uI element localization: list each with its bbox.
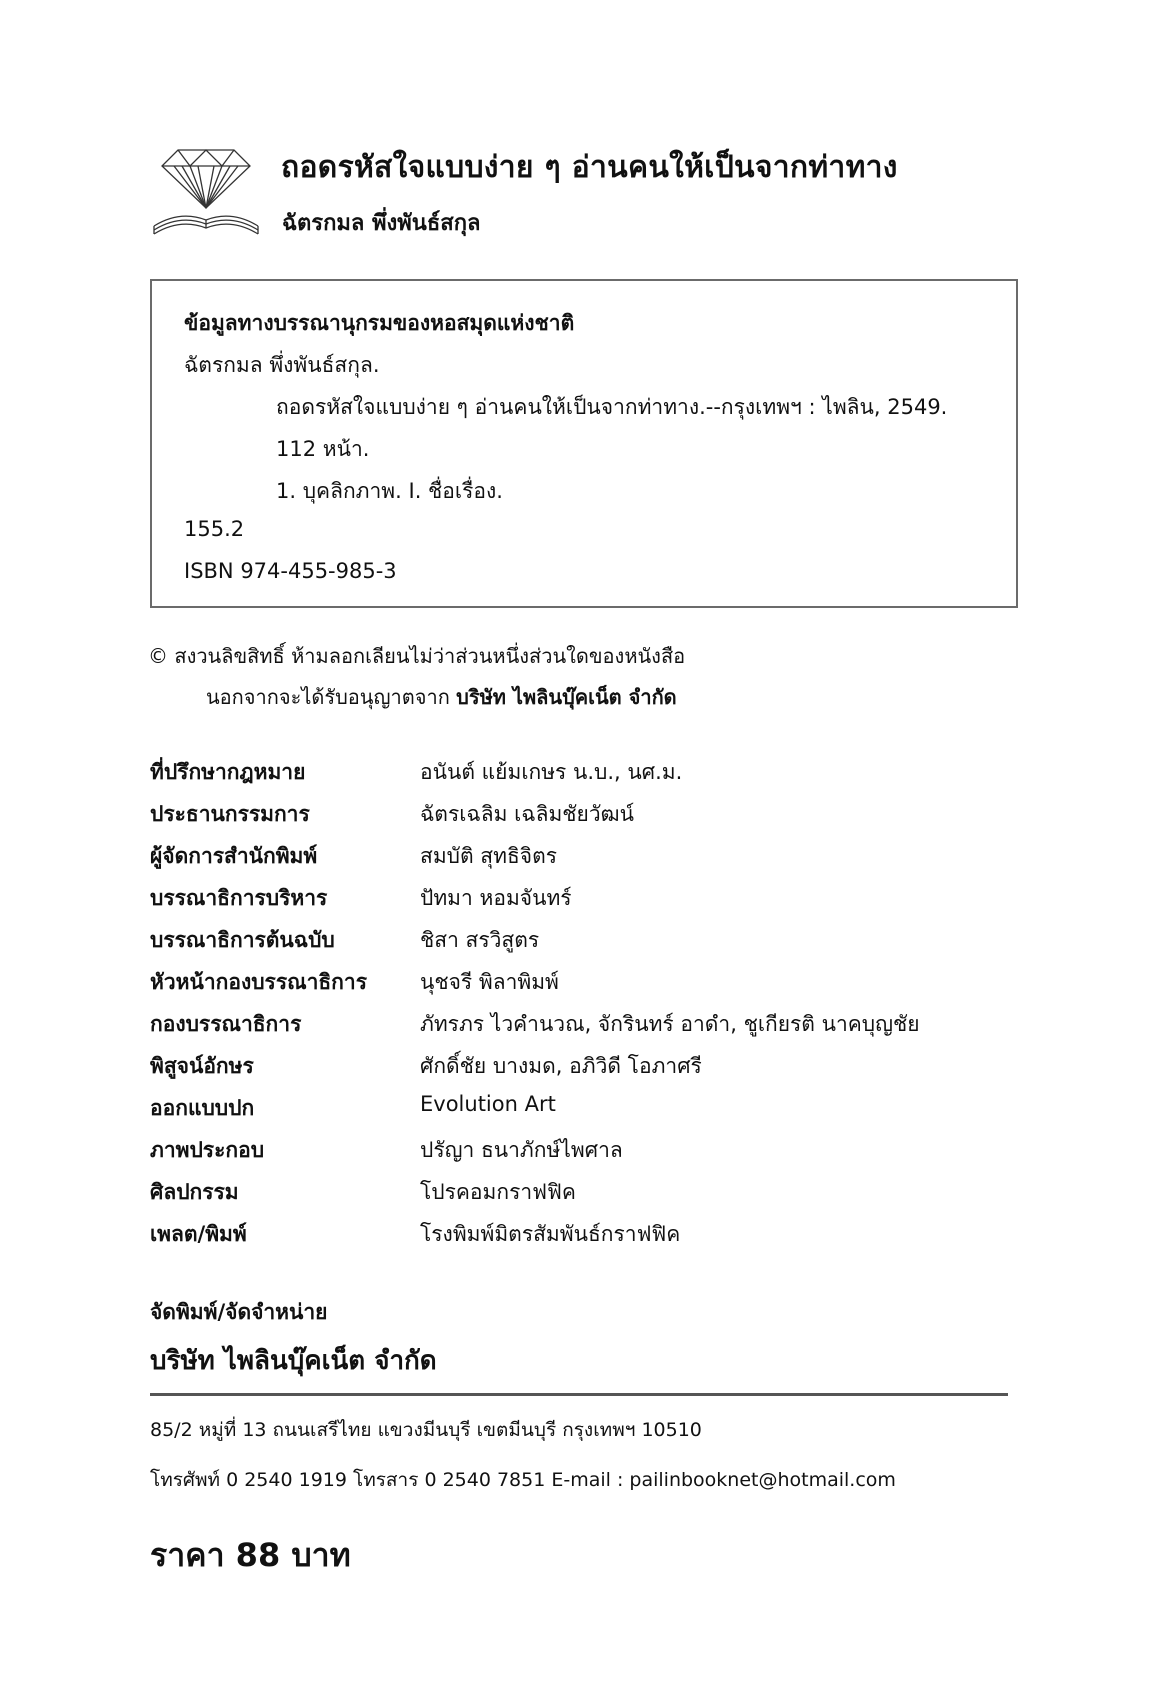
copyright-permission-text: นอกจากจะได้รับอนุญาตจาก bbox=[206, 685, 457, 709]
credit-row bbox=[150, 1004, 1050, 1046]
cip-class-number: 155.2 bbox=[184, 517, 245, 541]
publisher-logo bbox=[150, 146, 262, 238]
cip-heading: ข้อมูลทางบรรณานุกรมของหอสมุดแห่งชาติ bbox=[184, 311, 575, 335]
credit-row bbox=[150, 794, 1050, 836]
credit-row bbox=[150, 1130, 1050, 1172]
distribution-company: บริษัท ไพลินบุ๊คเน็ต จำกัด bbox=[150, 1346, 437, 1376]
credit-role: เพลต/พิมพ์ bbox=[150, 1222, 247, 1246]
credit-name: ปัทมา หอมจันทร์ bbox=[420, 886, 572, 910]
copyright-permission bbox=[206, 681, 677, 713]
credit-row bbox=[150, 752, 1050, 794]
credit-name: ศักดิ์ชัย บางมด, อภิวิดี โอภาศรี bbox=[420, 1054, 702, 1078]
cip-title-entry: ถอดรหัสใจแบบง่าย ๆ อ่านคนให้เป็นจากท่าทาง.--กรุงเทพฯ : ไพลิน, 2549. bbox=[276, 395, 948, 419]
distribution-label: จัดพิมพ์/จัดจำหน่าย bbox=[150, 1300, 328, 1324]
copyright-notice: © สงวนลิขสิทธิ์ ห้ามลอกเลียนไม่ว่าส่วนหนึ่งส่วนใดของหนังสือ bbox=[148, 644, 686, 668]
publisher-address: 85/2 หมู่ที่ 13 ถนนเสรีไทย แขวงมีนบุรี เขตมีนบุรี กรุงเทพฯ 10510 bbox=[150, 1419, 702, 1441]
diamond-book-logo-icon bbox=[150, 146, 262, 238]
credits-list bbox=[150, 752, 1050, 1256]
credit-name: อนันต์ แย้มเกษร น.บ., นศ.ม. bbox=[420, 760, 683, 784]
credit-row bbox=[150, 1214, 1050, 1256]
credit-row bbox=[150, 962, 1050, 1004]
credit-role: ที่ปรึกษากฎหมาย bbox=[150, 760, 306, 784]
copyright-company: บริษัท ไพลินบุ๊คเน็ต จำกัด bbox=[456, 685, 677, 709]
cip-record-box bbox=[150, 279, 1018, 608]
cip-author: ฉัตรกมล พึ่งพันธ์สกุล. bbox=[184, 353, 380, 377]
divider bbox=[150, 1393, 1008, 1396]
credit-role: ออกแบบปก bbox=[150, 1096, 255, 1120]
credit-row bbox=[150, 1172, 1050, 1214]
credit-role: หัวหน้ากองบรรณาธิการ bbox=[150, 970, 367, 994]
credit-row bbox=[150, 1088, 1050, 1130]
credit-name: ชิสา สรวิสูตร bbox=[420, 928, 540, 952]
credit-role: บรรณาธิการต้นฉบับ bbox=[150, 928, 335, 952]
credit-name: Evolution Art bbox=[420, 1092, 556, 1116]
credit-name: ภัทรภร ไวคำนวณ, จักรินทร์ อาดำ, ชูเกียรติ นาคบุญชัย bbox=[420, 1012, 920, 1036]
credit-name: ฉัตรเฉลิม เฉลิมชัยวัฒน์ bbox=[420, 802, 634, 826]
credit-row bbox=[150, 836, 1050, 878]
credit-row bbox=[150, 878, 1050, 920]
cip-subject: 1. บุคลิกภาพ. I. ชื่อเรื่อง. bbox=[276, 479, 503, 503]
credit-row bbox=[150, 920, 1050, 962]
book-author: ฉัตรกมล พึ่งพันธ์สกุล bbox=[282, 211, 481, 236]
credit-role: ผู้จัดการสำนักพิมพ์ bbox=[150, 844, 318, 868]
credit-role: ภาพประกอบ bbox=[150, 1138, 265, 1162]
credit-name: นุชจรี พิลาพิมพ์ bbox=[420, 970, 559, 994]
credit-name: โรงพิมพ์มิตรสัมพันธ์กราฟฟิค bbox=[420, 1222, 681, 1246]
price-label: ราคา 88 บาท bbox=[150, 1536, 351, 1574]
credit-name: โปรคอมกราฟฟิค bbox=[420, 1180, 576, 1204]
book-title: ถอดรหัสใจแบบง่าย ๆ อ่านคนให้เป็นจากท่าทาง bbox=[281, 150, 898, 185]
credit-role: กองบรรณาธิการ bbox=[150, 1012, 302, 1036]
cip-pages: 112 หน้า. bbox=[276, 437, 370, 461]
credit-role: บรรณาธิการบริหาร bbox=[150, 886, 328, 910]
credit-role: พิสูจน์อักษร bbox=[150, 1054, 254, 1078]
credit-name: สมบัติ สุทธิจิตร bbox=[420, 844, 558, 868]
publisher-contact: โทรศัพท์ 0 2540 1919 โทรสาร 0 2540 7851 E-mail : pailinbooknet@hotmail.com bbox=[150, 1469, 896, 1491]
cip-isbn: ISBN 974-455-985-3 bbox=[184, 559, 397, 583]
credit-row bbox=[150, 1046, 1050, 1088]
credit-role: ศิลปกรรม bbox=[150, 1180, 239, 1204]
credit-name: ปรัญา ธนาภักษ์ไพศาล bbox=[420, 1138, 623, 1162]
credit-role: ประธานกรรมการ bbox=[150, 802, 310, 826]
